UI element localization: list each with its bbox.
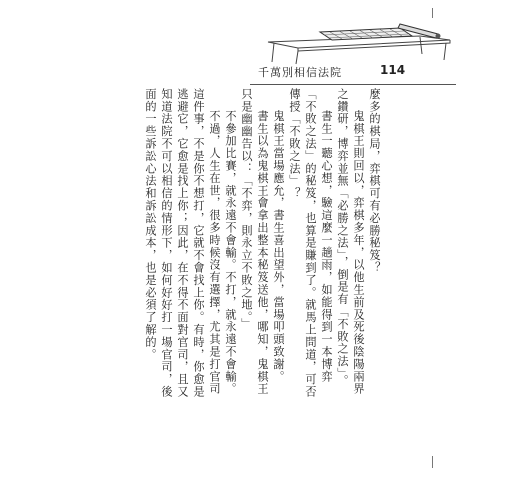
page-edge-mark (432, 456, 433, 468)
page-edge-mark (432, 8, 433, 18)
page-number: 114 (380, 63, 406, 77)
paragraph: 不參加比賽，就永遠不會輸。不打，就永遠不會輸。 (224, 110, 237, 396)
table-illustration-icon (250, 18, 456, 66)
paragraph: 不過，人生在世，很多時候沒有選擇，尤其是打官司這件事，不是你不想打，它就不會找上你。有時，你愈是逃避它，它愈是找上你；因此，在不得不面對官司，且又知道法院不可以相信的情形下，如何好好打一場官司，後面的一些訴訟心法和訴訟成本，也是必須了解的。 (144, 88, 221, 398)
header-divider (250, 84, 456, 85)
paragraph: 書生一聽心想，驗這麼一趟雨，如能得到一本博弈「不敗之法」的秘笈，也算是賺到了。就馬上問道，可否傳授「不敗之法」？ (288, 88, 333, 398)
vertical-body-text (144, 88, 382, 404)
paragraph: 書生以為鬼棋王會拿出整本秘笈送他，哪知，鬼棋王只是幽幽告以：「不弈，則永立不敗之地。」 (240, 88, 269, 396)
paragraph: 鬼棋王則回以，弈棋多年，以他生前及死後陰陽兩界之鑽研，博弈並無「必勝之法」，倒是有「不敗之法」。 (336, 88, 365, 396)
paragraph: 鬼棋王當場應允，書生喜出望外，當場叩頭致謝。 (272, 110, 285, 384)
header-title: 千萬別相信法院 (258, 66, 342, 79)
page-header (250, 18, 460, 80)
paragraph: 麼多的棋局，弈棋可有必勝秘笈？ (368, 88, 381, 274)
